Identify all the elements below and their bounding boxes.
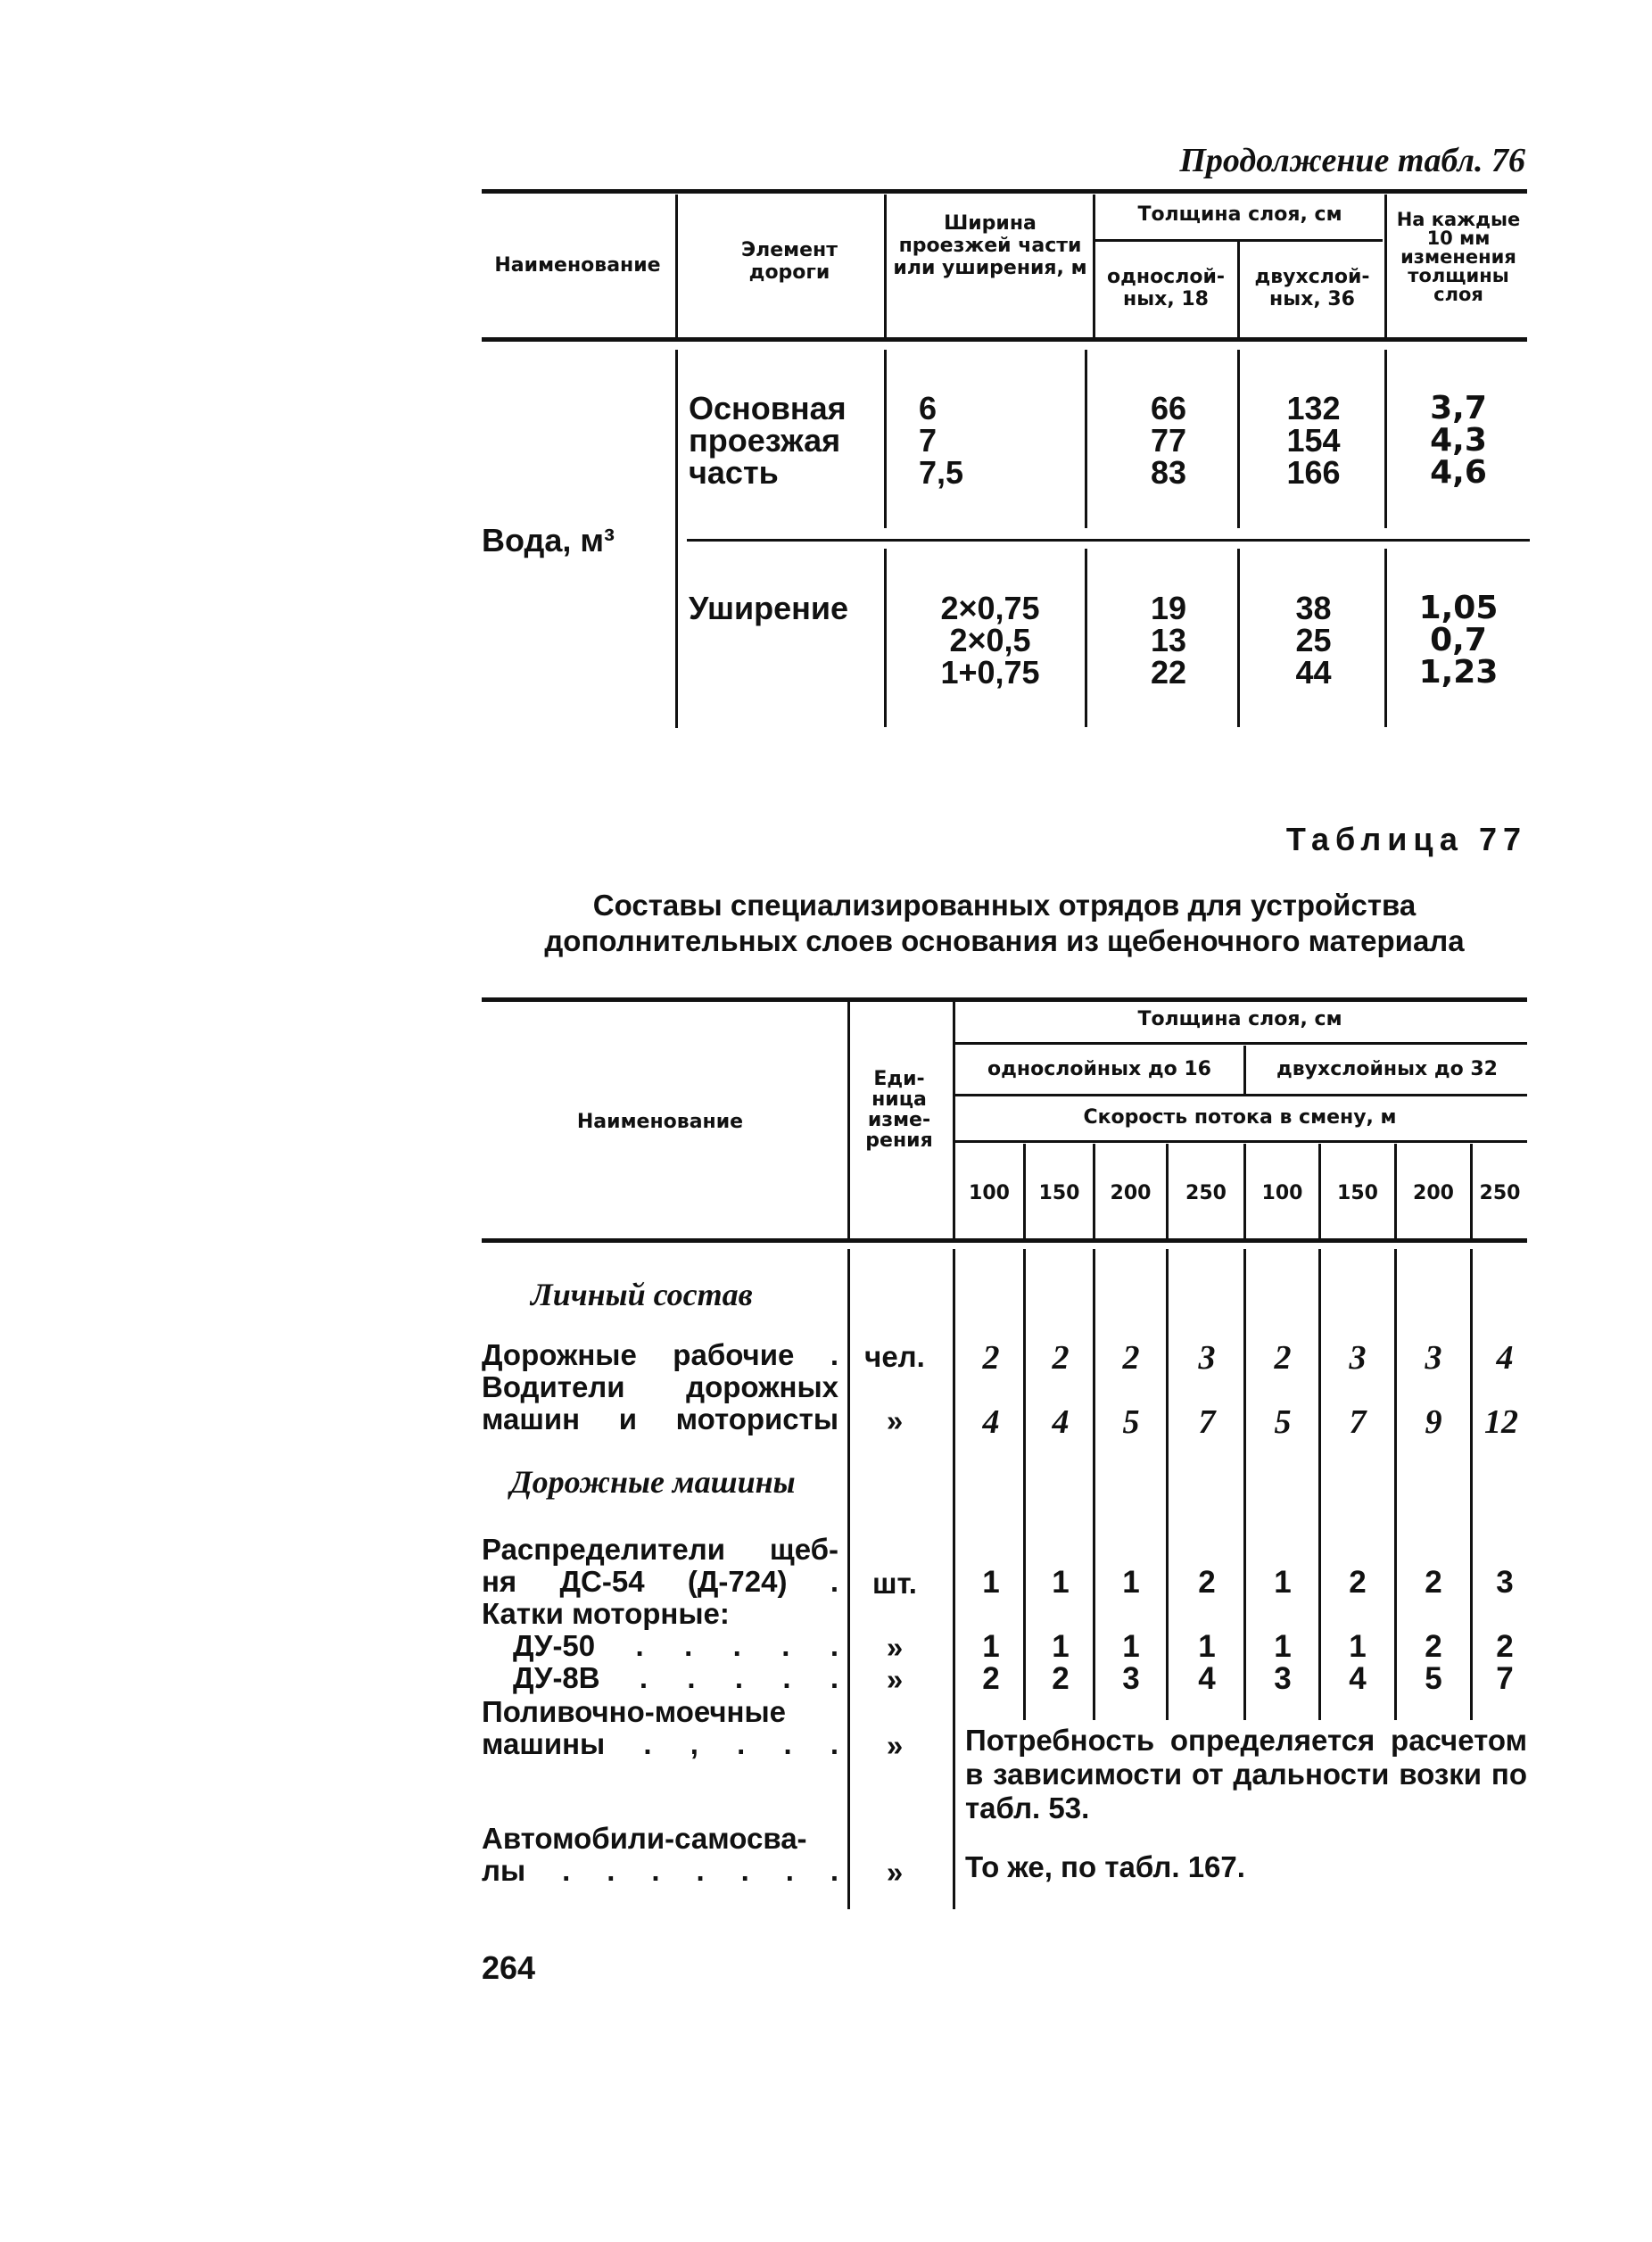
row-distributors-name-line2: ня ДС-54 (Д-724) . [482,1565,838,1598]
drivers-value: 5 [1274,1403,1292,1441]
row-dumptrucks-name-line2: лы . . . . . . . [482,1854,838,1887]
du50-value: 1 [1198,1629,1216,1664]
table76-col-divider [884,549,887,727]
table77-col-divider [1243,1249,1246,1720]
table77-thickness-rule [953,1042,1527,1045]
distributors-value: 2 [1349,1565,1367,1600]
table76-header-width: Ширина проезжей части или уширения, м [893,212,1087,279]
table76-header-name: Наименование [494,254,661,277]
speed-250: 250 [1185,1182,1227,1204]
table77-col-divider [1166,1249,1169,1720]
du50-value: 1 [1052,1629,1070,1664]
table76-header-per10: На каждые 10 мм изменения толщины слоя [1396,209,1521,305]
table76-header-thickness: Толщина слоя, см [1137,203,1342,226]
drivers-value: 9 [1425,1403,1442,1441]
speed-150: 150 [1038,1182,1080,1204]
du50-value: 1 [1274,1629,1292,1664]
row-distributors-name-line1: Распределители щеб- [482,1533,838,1566]
table77-header-speed: Скорость потока в смену, м [1083,1106,1397,1129]
row-du50-name: ДУ-50 . . . . . [513,1629,838,1662]
workers-value: 2 [982,1339,1000,1377]
workers-value: 3 [1425,1339,1442,1377]
workers-value: 3 [1198,1339,1216,1377]
du50-value: 2 [1496,1629,1514,1664]
workers-value: 3 [1349,1339,1367,1377]
group-widths: 6 7 7,5 [919,390,964,491]
table76-col-divider [1237,241,1240,337]
du50-value: 1 [982,1629,1000,1664]
table76-col-divider [675,350,678,728]
table76-col-divider [675,194,678,337]
drivers-value: 12 [1484,1403,1518,1441]
workers-value: 2 [1122,1339,1140,1377]
table77-header-double: двухслойных до 32 [1276,1058,1498,1080]
du50-value: 2 [1425,1629,1442,1664]
table77-col-divider [847,1249,850,1909]
speed-250: 250 [1479,1182,1521,1204]
table77-kind-rule [953,1094,1527,1096]
table76-col-divider [1085,350,1087,528]
table77-label: Таблица 77 [1285,821,1527,857]
speed-100: 100 [1261,1182,1303,1204]
du8v-value: 7 [1496,1661,1514,1696]
table77-col-divider [1243,1046,1246,1094]
row-watering-name-line2: машины . , . . . [482,1727,838,1760]
table76-col-divider [1384,549,1387,727]
group-single: 19 13 22 [1150,590,1187,691]
distributors-value: 2 [1425,1565,1442,1600]
row-watering-name-line1: Поливочно-моечные [482,1695,787,1728]
drivers-value: 7 [1198,1403,1216,1441]
group-element: Основная проезжая часть [689,390,847,491]
row-workers-name: Дорожные рабочие . [482,1338,838,1371]
table77-title-line2: дополнительных слоев основания из щебеночного материала [544,924,1465,957]
du8v-value: 2 [982,1661,1000,1696]
row-dumptrucks-note: То же, по табл. 167. [965,1850,1245,1883]
group-double: 132 154 166 [1286,390,1341,491]
table77-col-divider [953,1249,955,1909]
table77-header-name: Наименование [576,1111,744,1133]
section-personnel: Личный состав [531,1277,753,1312]
rollers-heading: Катки моторные: [482,1597,730,1630]
table76-col-divider [1384,194,1387,337]
row-distributors-unit: шт. [872,1567,917,1600]
du50-value: 1 [1122,1629,1140,1664]
du8v-value: 3 [1122,1661,1140,1696]
distributors-value: 1 [1052,1565,1070,1600]
workers-value: 2 [1274,1339,1292,1377]
row-du50-unit: » [886,1631,904,1664]
row-du8v-name: ДУ-8В . . . . . [513,1661,838,1694]
group-double: 38 25 44 [1295,590,1332,691]
workers-value: 4 [1496,1339,1514,1377]
table77-top-rule [482,997,1527,1002]
table76-top-rule [482,189,1527,194]
table77-col-divider [1394,1249,1397,1720]
table76-header-double: двухслой-ных, 36 [1254,266,1370,310]
du8v-value: 5 [1425,1661,1442,1696]
table76-col-divider [884,194,887,337]
speed-100: 100 [969,1182,1010,1204]
table76-col-divider [1384,350,1387,528]
group-single: 66 77 83 [1150,390,1187,491]
group-per10: 3,7 4,3 4,6 [1430,390,1487,491]
table77-col-divider [1318,1249,1321,1720]
table77-col-divider [1093,1249,1095,1720]
speed-150: 150 [1337,1182,1378,1204]
row-watering-unit: » [886,1729,904,1762]
drivers-value: 4 [982,1403,1000,1441]
table76-header-single: однослой-ных, 18 [1106,266,1225,310]
section-machines: Дорожные машины [510,1464,796,1500]
table76-header-rule [482,337,1527,342]
du8v-value: 4 [1349,1661,1367,1696]
speed-200: 200 [1413,1182,1454,1204]
distributors-value: 3 [1496,1565,1514,1600]
table77-speed-rule [953,1140,1527,1143]
distributors-value: 1 [982,1565,1000,1600]
speed-200: 200 [1110,1182,1152,1204]
du50-value: 1 [1349,1629,1367,1664]
table77-col-divider [847,1001,850,1238]
row-drivers-unit: » [886,1404,904,1437]
table76-col-divider [884,350,887,528]
table76-col-divider [1237,350,1240,528]
workers-value: 2 [1052,1339,1070,1377]
table76-col-divider [1085,549,1087,727]
du8v-value: 3 [1274,1661,1292,1696]
group-per10: 1,05 0,7 1,23 [1418,590,1499,691]
group-widths: 2×0,75 2×0,5 1+0,75 [940,590,1040,691]
table77-title-line1: Составы специализированных отрядов для устройства [592,889,1417,922]
row-drivers-name-line2: машин и мотористы [482,1402,838,1435]
row-watering-note: Потребность определяется расчетом в зависимости от дальности возки по табл. 53. [965,1724,1527,1824]
continuation-caption: Продолжение табл. 76 [1179,142,1525,179]
row-dumptrucks-unit: » [886,1856,904,1889]
page-number: 264 [482,1949,536,1986]
drivers-value: 7 [1349,1403,1367,1441]
table76-group-divider [687,539,1530,542]
distributors-value: 2 [1198,1565,1216,1600]
row-dumptrucks-name-line1: Автомобили-самосва- [482,1822,807,1855]
table77-header-thickness: Толщина слоя, см [1137,1008,1342,1030]
table76-header-element: Элемент дороги [740,239,838,284]
table76-col-divider [1093,194,1095,337]
table77-col-divider [1023,1249,1026,1720]
table77-header-single: однослойных до 16 [987,1058,1211,1080]
table77-header-rule [482,1238,1527,1243]
row-workers-unit: чел. [864,1340,925,1373]
drivers-value: 4 [1052,1403,1070,1441]
group-element: Уширение [689,590,849,626]
row-drivers-name-line1: Водители дорожных [482,1370,838,1403]
drivers-value: 5 [1122,1403,1140,1441]
table77-header-unit: Еди-ница изме-рения [865,1068,933,1152]
du8v-value: 4 [1198,1661,1216,1696]
table76-col-divider [1237,549,1240,727]
table77-col-divider [1470,1249,1473,1720]
table76-row-name: Вода, м³ [482,522,615,558]
du8v-value: 2 [1052,1661,1070,1696]
row-du8v-unit: » [886,1663,904,1696]
distributors-value: 1 [1122,1565,1140,1600]
distributors-value: 1 [1274,1565,1292,1600]
